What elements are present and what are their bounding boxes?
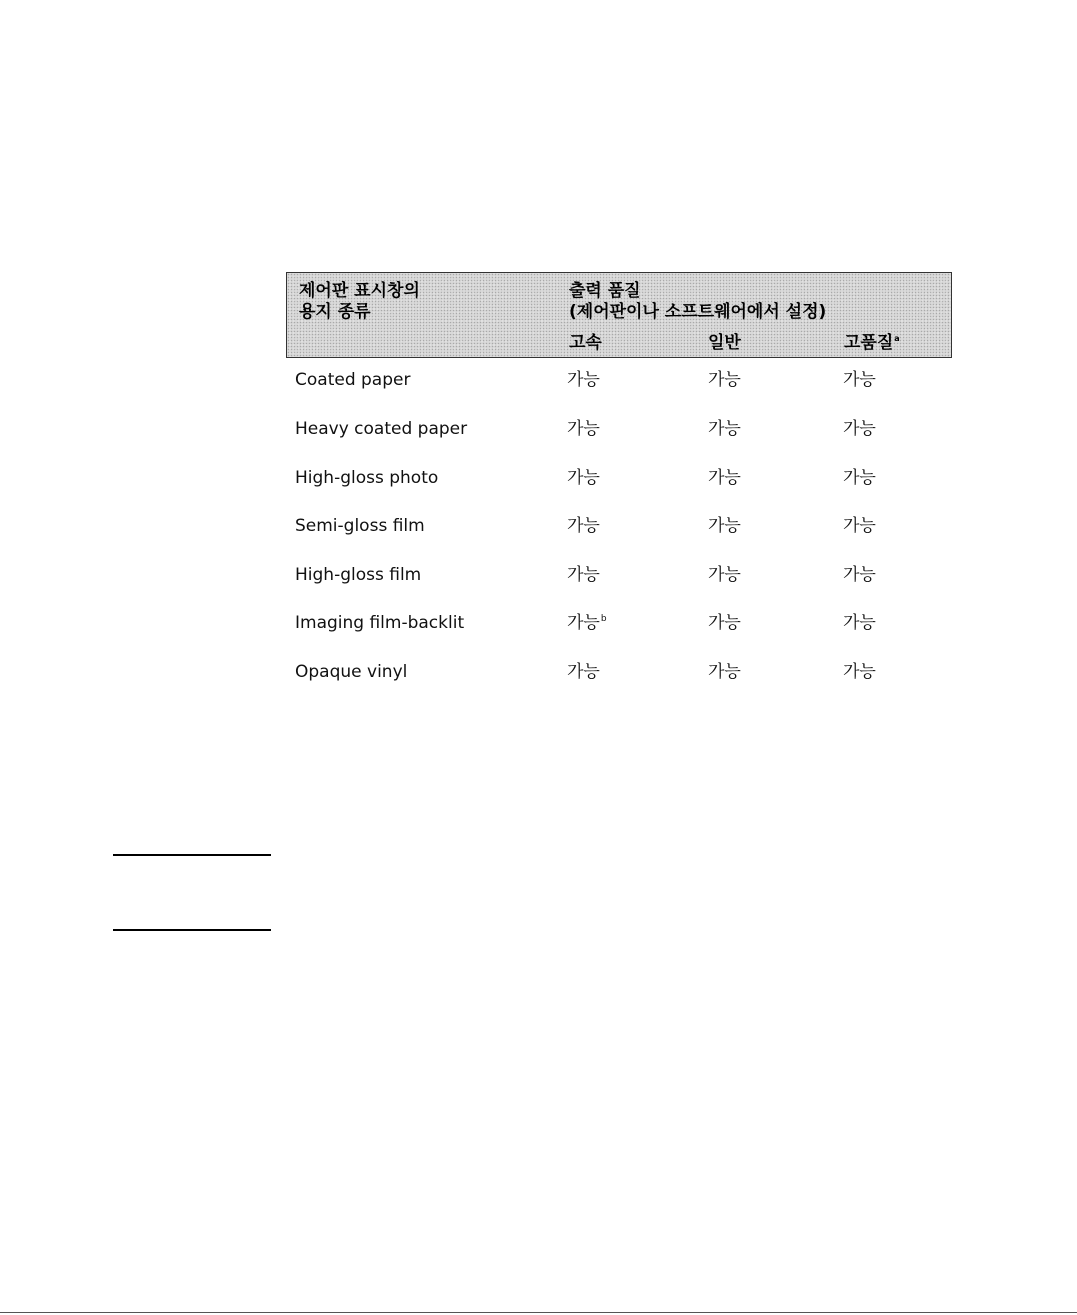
best-cell: 가능 xyxy=(843,468,876,488)
best-cell: 가능 xyxy=(843,565,876,585)
fast-cell: 가능$^b$ xyxy=(567,613,607,633)
footnote-divider-bottom xyxy=(113,929,271,931)
media-type-header-line2: 용지 종류 xyxy=(299,302,371,322)
table-row xyxy=(0,514,1077,544)
output-quality-header-line2: (제어판이나 소프트웨어에서 설정) xyxy=(569,302,827,322)
normal-cell: 가능 xyxy=(708,662,741,682)
best-cell: 가능 xyxy=(843,370,876,390)
best-cell: 가능 xyxy=(843,419,876,439)
normal-cell: 가능 xyxy=(708,613,741,633)
best-cell: 가능 xyxy=(843,662,876,682)
fast-cell: 가능 xyxy=(567,565,600,585)
footnote-divider-top xyxy=(113,854,271,856)
quality-normal-header: 일반 xyxy=(708,333,741,353)
best-cell: 가능 xyxy=(843,613,876,633)
quality-best-footnote-marker: a xyxy=(894,334,900,344)
page-bottom-edge xyxy=(0,1312,1077,1313)
table-row xyxy=(0,368,1077,398)
quality-best-header: 고품질$^a$ xyxy=(844,333,900,353)
table-row xyxy=(0,660,1077,690)
normal-cell: 가능 xyxy=(708,565,741,585)
normal-cell: 가능 xyxy=(708,370,741,390)
normal-cell: 가능 xyxy=(708,468,741,488)
quality-fast-header: 고속 xyxy=(569,333,602,353)
media-type-cell: Coated paper xyxy=(295,370,411,390)
best-cell: 가능 xyxy=(843,516,876,536)
fast-footnote-marker: b xyxy=(600,614,607,625)
table-header xyxy=(286,272,952,358)
fast-cell: 가능 xyxy=(567,419,600,439)
media-type-cell: Heavy coated paper xyxy=(295,419,468,439)
table-row xyxy=(0,417,1077,447)
table-row xyxy=(0,466,1077,496)
table-row xyxy=(0,611,1077,641)
fast-cell: 가능 xyxy=(567,370,600,390)
output-quality-header-line1: 출력 품질 xyxy=(569,281,641,301)
media-type-header-line1: 제어판 표시창의 xyxy=(299,281,420,301)
media-type-cell: High-gloss photo xyxy=(295,468,439,488)
fast-cell: 가능 xyxy=(567,516,600,536)
normal-cell: 가능 xyxy=(708,419,741,439)
media-type-cell: Imaging film-backlit xyxy=(295,613,465,633)
media-type-cell: Opaque vinyl xyxy=(295,662,408,682)
fast-cell: 가능 xyxy=(567,662,600,682)
table-row xyxy=(0,563,1077,593)
media-type-cell: High-gloss film xyxy=(295,565,422,585)
fast-cell: 가능 xyxy=(567,468,600,488)
normal-cell: 가능 xyxy=(708,516,741,536)
media-type-cell: Semi-gloss film xyxy=(295,516,425,536)
